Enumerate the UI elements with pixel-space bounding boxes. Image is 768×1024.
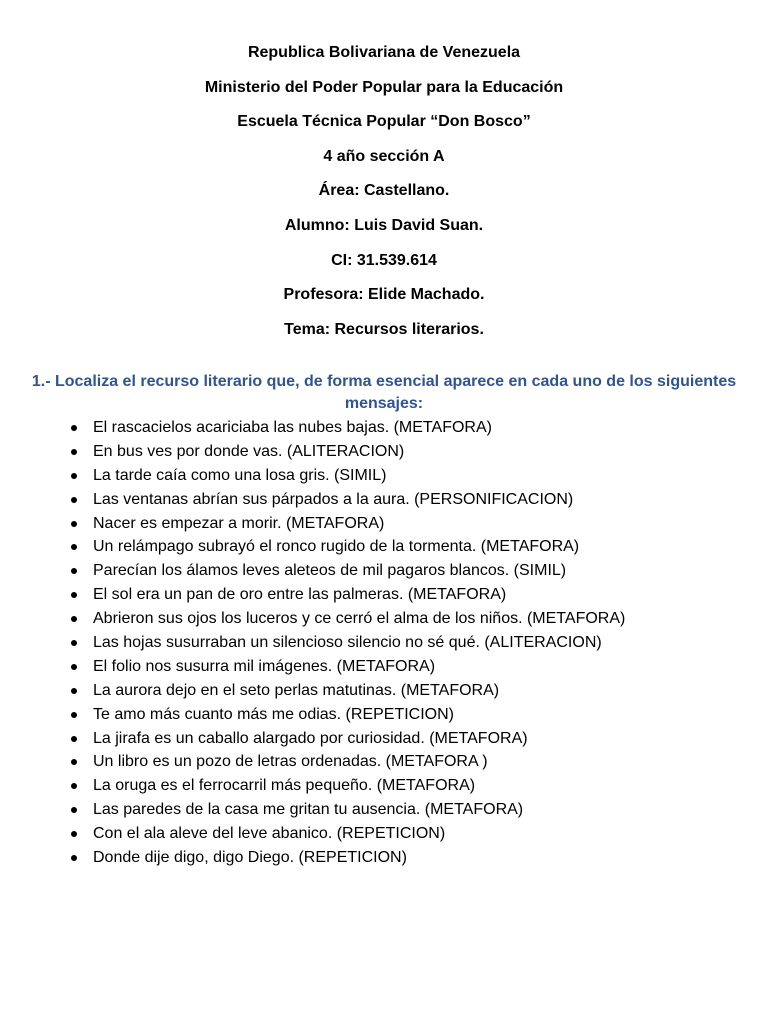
bullet-icon (71, 855, 77, 861)
question-heading: 1.- Localiza el recurso literario que, de forma esencial aparece en cada uno de los siguientes mensajes: (31, 373, 737, 412)
bullet-icon (71, 449, 77, 455)
header-line: Área: Castellano. (318, 182, 450, 200)
list-item (0, 679, 768, 703)
bullet-icon (71, 736, 77, 742)
list-item (0, 727, 768, 751)
header-line: Escuela Técnica Popular “Don Bosco” (237, 113, 531, 131)
item-text: El folio nos susurra mil imágenes. (METAFORA) (93, 657, 436, 675)
list-item (0, 488, 768, 512)
bullet-icon (71, 568, 77, 574)
item-text: Donde dije digo, digo Diego. (REPETICION) (93, 849, 407, 867)
header-line: Ministerio del Poder Popular para la Educación (204, 78, 564, 96)
list-item (0, 655, 768, 679)
bullet-icon (71, 783, 77, 789)
item-text: Un relámpago subrayó el ronco rugido de la tormenta. (METAFORA) (93, 538, 580, 556)
bullet-icon (71, 521, 77, 527)
list-item (0, 440, 768, 464)
item-text: En bus ves por donde vas. (ALITERACION) (93, 442, 405, 460)
list-item (0, 512, 768, 536)
bullet-icon (71, 640, 77, 646)
item-text: La tarde caía como una losa gris. (SIMIL) (93, 466, 387, 484)
bullet-icon (71, 712, 77, 718)
header-line: Profesora: Elide Machado. (283, 286, 485, 304)
item-text: Con el ala aleve del leve abanico. (REPETICION) (93, 825, 446, 843)
item-text: Las paredes de la casa me gritan tu ausencia. (METAFORA) (93, 801, 524, 819)
item-text: La oruga es el ferrocarril más pequeño. (METAFORA) (93, 777, 476, 795)
item-text: La jirafa es un caballo alargado por curiosidad. (METAFORA) (93, 729, 528, 747)
list-item (0, 631, 768, 655)
item-text: El sol era un pan de oro entre las palmeras. (METAFORA) (93, 586, 507, 604)
answer-list (0, 416, 768, 870)
bullet-icon (71, 592, 77, 598)
item-text: El rascacielos acariciaba las nubes bajas. (METAFORA) (93, 419, 492, 436)
bullet-icon (71, 688, 77, 694)
item-text: Las ventanas abrían sus párpados a la aura. (PERSONIFICACION) (93, 490, 574, 508)
list-item (0, 416, 768, 440)
item-text: Parecían los álamos leves aleteos de mil pagaros blancos. (SIMIL) (93, 562, 567, 580)
header-line: 4 año sección A (323, 147, 445, 165)
document-header (0, 41, 768, 352)
list-item (0, 774, 768, 798)
header-line: CI: 31.539.614 (331, 251, 437, 269)
list-item (0, 464, 768, 488)
bullet-icon (71, 807, 77, 813)
bullet-icon (71, 473, 77, 479)
list-item (0, 750, 768, 774)
list-item (0, 535, 768, 559)
bullet-icon (71, 759, 77, 765)
list-item (0, 703, 768, 727)
item-text: Nacer es empezar a morir. (METAFORA) (93, 514, 385, 532)
list-item (0, 583, 768, 607)
header-line: Republica Bolivariana de Venezuela (247, 44, 521, 61)
list-item (0, 822, 768, 846)
list-item (0, 846, 768, 870)
header-line: Tema: Recursos literarios. (284, 320, 484, 338)
bullet-icon (71, 497, 77, 503)
bullet-icon (71, 425, 77, 431)
list-item (0, 607, 768, 631)
header-line: Alumno: Luis David Suan. (284, 216, 484, 234)
bullet-icon (71, 664, 77, 670)
item-text: Abrieron sus ojos los luceros y ce cerró el alma de los niños. (METAFORA) (93, 610, 626, 628)
bullet-icon (71, 616, 77, 622)
item-text: La aurora dejo en el seto perlas matutinas. (METAFORA) (93, 681, 500, 699)
list-item (0, 559, 768, 583)
item-text: Un libro es un pozo de letras ordenadas. (METAFORA ) (93, 753, 488, 771)
item-text: Las hojas susurraban un silencioso silencio no sé qué. (ALITERACION) (93, 634, 602, 652)
item-text: Te amo más cuanto más me odias. (REPETICION) (93, 705, 454, 723)
list-item (0, 798, 768, 822)
bullet-icon (71, 831, 77, 837)
bullet-icon (71, 544, 77, 550)
